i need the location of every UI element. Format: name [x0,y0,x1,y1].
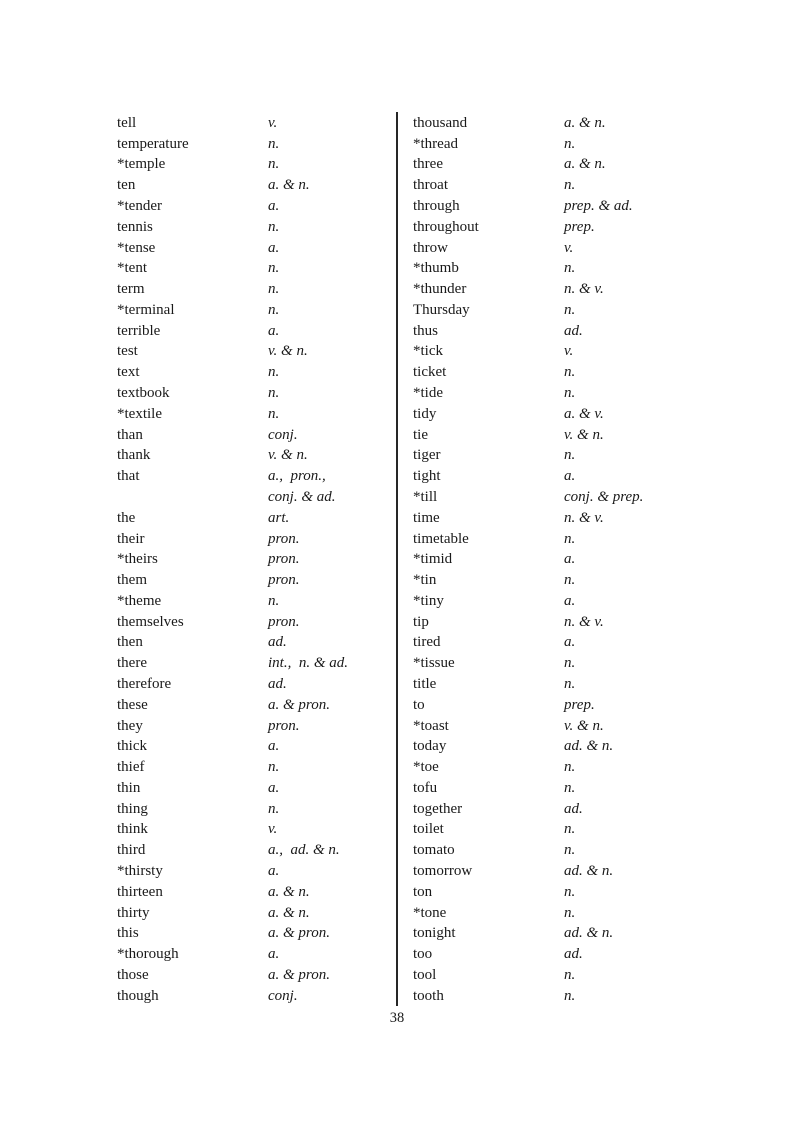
entry-pos: n. [564,177,576,194]
entry-pos: n. [564,655,576,672]
entry-word: toilet [413,821,444,838]
entry-pos: a. [268,863,280,880]
entry-pos: n. [564,821,576,838]
entry-word: thank [117,447,151,464]
wordlist-entry [117,653,395,674]
wordlist-entry [413,362,683,383]
entry-pos: n. [564,987,576,1004]
entry-word: temperature [117,135,189,152]
wordlist-entry [413,300,683,321]
entry-pos: n. [268,800,280,817]
wordlist-entry [413,155,683,176]
wordlist-entry [117,321,395,342]
wordlist-entry [117,591,395,612]
entry-pos: n. [268,260,280,277]
entry-pos: v. & n. [564,426,604,443]
entry-pos: n. [268,759,280,776]
wordlist-entry [413,986,683,1007]
entry-pos: v. [564,239,574,256]
wordlist-entry [117,965,395,986]
entry-word: ton [413,883,433,900]
wordlist-entry [413,549,683,570]
entry-word: those [117,966,149,983]
entry-word: *theirs [117,551,158,568]
entry-word: timetable [413,530,469,547]
entry-word: *thumb [413,260,459,277]
column-divider [396,112,398,1006]
entry-pos: art. [268,509,290,526]
entry-word: tennis [117,218,153,235]
entry-word: then [117,634,143,651]
wordlist-entry [117,820,395,841]
entry-pos: v. & n. [268,447,308,464]
entry-pos: n. & v. [564,281,604,298]
entry-word: too [413,946,433,963]
entry-word: time [413,509,440,526]
entry-word: title [413,675,437,692]
entry-word: tool [413,966,437,983]
wordlist-entry [117,529,395,550]
entry-pos: n. [268,156,280,173]
wordlist-entry [117,736,395,757]
wordlist-entry [117,279,395,300]
entry-word: *tiny [413,592,444,609]
wordlist-entry [413,882,683,903]
entry-word: to [413,696,425,713]
entry-pos: a. [564,468,576,485]
entry-word: though [117,987,159,1004]
entry-word: *theme [117,592,162,609]
wordlist-entry [413,695,683,716]
entry-word: throat [413,177,448,194]
entry-pos: n. [564,675,576,692]
entry-word: *thirsty [117,863,163,880]
entry-word: *tide [413,385,443,402]
entry-word: thin [117,779,141,796]
wordlist-entry [413,820,683,841]
wordlist-entry [117,258,395,279]
wordlist-entry [117,986,395,1007]
entry-pos: n. [268,405,280,422]
entry-word: *toe [413,759,439,776]
entry-word: together [413,800,463,817]
entry-pos: n. [268,385,280,402]
wordlist-entry [413,944,683,965]
entry-pos: ad. [268,675,287,692]
entry-pos: a. & n. [268,883,310,900]
wordlist-entry [117,446,395,467]
entry-pos: a. & n. [268,904,310,921]
entry-word: these [117,696,148,713]
entry-pos: prep. & ad. [564,198,633,215]
entry-pos: a. [268,779,280,796]
entry-pos: a., pron., [268,468,326,485]
entry-word: thirteen [117,883,163,900]
wordlist-entry [117,113,395,134]
wordlist-entry [413,196,683,217]
entry-pos: a. [268,946,280,963]
entry-pos: n. [564,260,576,277]
entry-word: thousand [413,114,468,131]
wordlist-entry [117,840,395,861]
wordlist-entry [413,778,683,799]
entry-word: *tense [117,239,156,256]
entry-word: tofu [413,779,438,796]
entry-word: third [117,842,146,859]
entry-pos: n. [268,364,280,381]
entry-pos: conj. [268,987,298,1004]
wordlist-entry [413,217,683,238]
entry-word: ten [117,177,136,194]
wordlist-entry [117,155,395,176]
entry-pos: n. [268,301,280,318]
wordlist-entry [413,799,683,820]
entry-word: thick [117,738,147,755]
entry-word: *thorough [117,946,179,963]
wordlist-entry [413,923,683,944]
wordlist-entry [413,736,683,757]
entry-word: ticket [413,364,447,381]
entry-word: tomorrow [413,863,473,880]
entry-pos: ad. [564,800,583,817]
wordlist-entry [413,570,683,591]
entry-word: tiger [413,447,441,464]
entry-pos: n. [564,135,576,152]
entry-pos: n. [564,572,576,589]
entry-word: thirty [117,904,150,921]
wordlist-entry [117,549,395,570]
wordlist-entry [413,653,683,674]
entry-pos: v. & n. [564,717,604,734]
entry-pos: v. [268,114,278,131]
entry-pos: conj. & prep. [564,488,644,505]
entry-pos: a. & pron. [268,696,330,713]
entry-pos: a. [564,634,576,651]
wordlist-entry [117,508,395,529]
entry-word: *tender [117,198,162,215]
wordlist-entry [117,425,395,446]
entry-word: three [413,156,443,173]
entry-pos: ad. & n. [564,925,614,942]
wordlist-entry [413,404,683,425]
entry-pos: a. & n. [268,177,310,194]
wordlist-entry [117,175,395,196]
wordlist-entry [117,196,395,217]
entry-pos: n. [564,530,576,547]
entry-word: *textile [117,405,162,422]
entry-word: *thunder [413,281,467,298]
wordlist-column-left [117,113,395,1007]
entry-pos: a. & n. [564,114,606,131]
entry-pos: conj. & ad. [268,488,336,505]
entry-pos: ad. [268,634,287,651]
entry-word: than [117,426,143,443]
wordlist-entry [413,591,683,612]
entry-pos: pron. [268,530,300,547]
entry-pos: a. [564,592,576,609]
entry-pos: ad. [564,322,583,339]
wordlist-entry [117,134,395,155]
wordlist-entry [413,757,683,778]
wordlist-entry [117,342,395,363]
wordlist-entry [117,778,395,799]
wordlist-entry [117,487,395,508]
entry-word: *tissue [413,655,455,672]
entry-word: *tick [413,343,443,360]
entry-word: today [413,738,447,755]
wordlist-entry [413,279,683,300]
entry-pos: v. [564,343,574,360]
entry-pos: a. [268,322,280,339]
wordlist-entry [117,238,395,259]
entry-word: thing [117,800,148,817]
entry-word: throughout [413,218,479,235]
entry-word: they [117,717,143,734]
wordlist-entry [117,757,395,778]
entry-word: *tone [413,904,447,921]
entry-pos: n. [268,218,280,235]
entry-word: throw [413,239,448,256]
entry-word: their [117,530,145,547]
wordlist-entry [117,903,395,924]
entry-pos: a. & pron. [268,925,330,942]
entry-word: *till [413,488,438,505]
wordlist-entry [117,217,395,238]
entry-pos: pron. [268,551,300,568]
wordlist-entry [413,258,683,279]
entry-pos: pron. [268,717,300,734]
entry-word: *tent [117,260,147,277]
entry-word: this [117,925,139,942]
entry-word: through [413,198,460,215]
entry-pos: a. & n. [564,156,606,173]
entry-pos: ad. & n. [564,738,614,755]
wordlist-entry [413,674,683,695]
entry-pos: n. [564,883,576,900]
entry-word: *timid [413,551,453,568]
entry-word: tip [413,613,429,630]
wordlist-entry [413,175,683,196]
entry-pos: ad. & n. [564,863,614,880]
entry-pos: n. & v. [564,613,604,630]
entry-word: terrible [117,322,161,339]
wordlist-entry [117,944,395,965]
entry-word: tight [413,468,441,485]
wordlist-entry [413,134,683,155]
wordlist-entry [413,383,683,404]
entry-word: *terminal [117,301,175,318]
wordlist-entry [117,695,395,716]
entry-word: tie [413,426,428,443]
page-number: 38 [389,1010,405,1026]
entry-pos: n. [564,966,576,983]
wordlist-entry [117,570,395,591]
entry-word: tooth [413,987,444,1004]
entry-word: *tin [413,572,437,589]
entry-pos: a. & pron. [268,966,330,983]
wordlist-column-right [413,113,683,1007]
wordlist-entry [117,404,395,425]
wordlist-entry [117,383,395,404]
entry-pos: v. [268,821,278,838]
wordlist-entry [117,923,395,944]
entry-word: tomato [413,842,455,859]
wordlist-entry [117,882,395,903]
wordlist-entry [413,466,683,487]
entry-pos: a. [268,198,280,215]
entry-word: therefore [117,675,172,692]
entry-pos: n. [268,592,280,609]
entry-word: text [117,364,140,381]
entry-word: them [117,572,147,589]
entry-word: thief [117,759,145,776]
entry-pos: n. [268,281,280,298]
entry-word: themselves [117,613,184,630]
entry-pos: v. & n. [268,343,308,360]
entry-word: thus [413,322,439,339]
entry-pos: ad. [564,946,583,963]
wordlist-entry [117,300,395,321]
wordlist-entry [117,612,395,633]
entry-word: the [117,509,136,526]
entry-word: think [117,821,148,838]
wordlist-entry [413,487,683,508]
entry-pos: n. [564,842,576,859]
wordlist-entry [413,446,683,467]
entry-word: tired [413,634,441,651]
entry-word: tell [117,114,137,131]
wordlist-entry [117,466,395,487]
wordlist-entry [413,633,683,654]
wordlist-entry [413,965,683,986]
wordlist-entry [413,903,683,924]
entry-word: *temple [117,156,166,173]
wordlist-entry [413,716,683,737]
entry-pos: a. [268,239,280,256]
entry-word: tidy [413,405,437,422]
entry-pos: a. [268,738,280,755]
entry-pos: n. [564,779,576,796]
entry-word: that [117,468,140,485]
entry-word: there [117,655,147,672]
entry-word: *thread [413,135,458,152]
wordlist-entry [413,321,683,342]
wordlist-entry [117,674,395,695]
entry-pos: pron. [268,572,300,589]
wordlist-entry [413,861,683,882]
entry-pos: n. [564,904,576,921]
entry-word: *toast [413,717,449,734]
wordlist-entry [117,362,395,383]
wordlist-entry [413,529,683,550]
wordlist-entry [413,238,683,259]
entry-pos: n. [564,447,576,464]
entry-pos: n. [564,385,576,402]
entry-pos: prep. [564,696,595,713]
wordlist-entry [413,425,683,446]
wordlist-entry [413,840,683,861]
wordlist-entry [413,612,683,633]
entry-pos: a., ad. & n. [268,842,340,859]
wordlist-entry [413,113,683,134]
wordlist-entry [117,861,395,882]
entry-pos: pron. [268,613,300,630]
entry-pos: a. & v. [564,405,604,422]
entry-pos: n. & v. [564,509,604,526]
wordlist-entry [117,633,395,654]
wordlist-entry [117,799,395,820]
entry-pos: n. [564,364,576,381]
entry-pos: n. [268,135,280,152]
entry-pos: prep. [564,218,595,235]
entry-word: term [117,281,145,298]
entry-word: Thursday [413,301,470,318]
entry-pos: conj. [268,426,298,443]
wordlist-entry [413,342,683,363]
wordlist-entry [413,508,683,529]
entry-word: test [117,343,138,360]
entry-word: tonight [413,925,456,942]
entry-pos: int., n. & ad. [268,655,349,672]
entry-pos: n. [564,301,576,318]
entry-word: textbook [117,385,170,402]
entry-pos: n. [564,759,576,776]
entry-pos: a. [564,551,576,568]
wordlist-entry [117,716,395,737]
